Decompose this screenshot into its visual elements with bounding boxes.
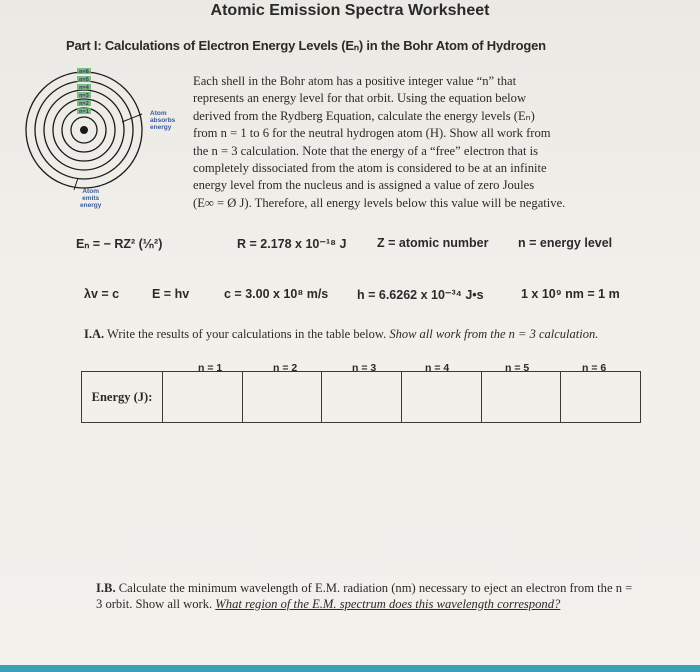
energy-row-label: Energy (J): bbox=[82, 372, 163, 423]
paragraph-line: represents an energy level for that orbit. Using the equation below bbox=[193, 91, 527, 106]
column-header-n3: n = 3 bbox=[352, 362, 377, 374]
energy-cell-n3[interactable] bbox=[322, 372, 402, 423]
section-ib-instructions bbox=[96, 580, 641, 612]
shell-label-n3: n=3 bbox=[79, 93, 89, 99]
column-header-n1: n = 1 bbox=[198, 362, 223, 374]
energy-cell-n4[interactable] bbox=[401, 372, 481, 423]
bohr-atom-diagram bbox=[22, 58, 162, 198]
energy-table bbox=[81, 371, 641, 423]
paragraph-line: energy level from the nucleus and is assigned a value of zero Joules bbox=[193, 178, 535, 193]
emits-energy-label: Atom emits energy bbox=[80, 188, 102, 209]
paragraph-line: Each shell in the Bohr atom has a positive integer value “n” that bbox=[193, 74, 517, 88]
shell-label-n5: n=5 bbox=[79, 77, 89, 83]
speed-of-light: c = 3.00 x 10⁸ m/s bbox=[224, 287, 329, 301]
energy-cell-n6[interactable] bbox=[561, 372, 641, 423]
section-ia-prefix: I.A. bbox=[84, 327, 105, 341]
energy-cell-n5[interactable] bbox=[481, 372, 561, 423]
column-header-n4: n = 4 bbox=[425, 362, 450, 374]
energy-cell-n2[interactable] bbox=[242, 372, 322, 423]
section-ib-underlined: What region of the E.M. spectrum does this wavelength correspond? bbox=[215, 597, 561, 611]
paragraph-line: from n = 1 to 6 for the neutral hydrogen atom (H). Show all work from bbox=[193, 126, 551, 141]
table-row bbox=[82, 372, 641, 423]
n-definition: n = energy level bbox=[518, 236, 613, 250]
section-ib-prefix: I.B. bbox=[96, 581, 116, 595]
shell-label-n1: n=1 bbox=[79, 109, 89, 115]
wave-equation: λv = c bbox=[84, 287, 120, 301]
part-1-heading: Part I: Calculations of Electron Energy Levels (Eₙ) in the Bohr Atom of Hydrogen bbox=[66, 38, 546, 53]
worksheet-title: Atomic Emission Spectra Worksheet bbox=[210, 2, 490, 19]
paragraph-line: completely dissociated from the atom is considered to be at an infinite bbox=[193, 161, 547, 176]
section-ia-text: Write the results of your calculations in the table below. bbox=[104, 327, 390, 341]
shell-label-n4: n=4 bbox=[79, 85, 89, 91]
paragraph-line: derived from the Rydberg Equation, calculate the energy levels (Eₙ) bbox=[193, 108, 535, 123]
section-ib-text: Calculate the minimum wavelength of E.M. radiation (nm) necessary to eject an electron from the n = 3 orbit. Show all work. bbox=[96, 581, 633, 611]
shell-label-n6: n=6 bbox=[79, 69, 89, 75]
rydberg-constant: R = 2.178 x 10⁻¹⁸ J bbox=[237, 237, 347, 251]
planck-equation: E = hv bbox=[152, 287, 190, 301]
column-header-n6: n = 6 bbox=[582, 362, 607, 374]
z-definition: Z = atomic number bbox=[377, 236, 489, 250]
column-header-n2: n = 2 bbox=[273, 362, 298, 374]
paragraph-line: the n = 3 calculation. Note that the energy of a “free” electron that is bbox=[193, 143, 539, 158]
section-ia-instructions bbox=[84, 326, 644, 342]
paragraph-line: (E∞ = Ø J). Therefore, all energy levels below this value will be negative. bbox=[193, 195, 566, 210]
bottom-edge-strip bbox=[0, 665, 700, 672]
shell-label-n2: n=2 bbox=[79, 101, 89, 107]
nucleus bbox=[80, 126, 88, 134]
column-header-n5: n = 5 bbox=[505, 362, 530, 374]
planck-constant: h = 6.6262 x 10⁻³⁴ J•s bbox=[357, 288, 484, 302]
instructions-paragraph bbox=[193, 73, 643, 212]
nm-conversion: 1 x 10⁹ nm = 1 m bbox=[521, 287, 620, 301]
energy-cell-n1[interactable] bbox=[163, 372, 243, 423]
absorbs-energy-label: Atom absorbs energy bbox=[150, 110, 176, 131]
energy-formula: Eₙ = − RZ² (¹⁄ₙ²) bbox=[76, 237, 163, 251]
section-ia-italic: Show all work from the n = 3 calculation. bbox=[389, 327, 599, 341]
